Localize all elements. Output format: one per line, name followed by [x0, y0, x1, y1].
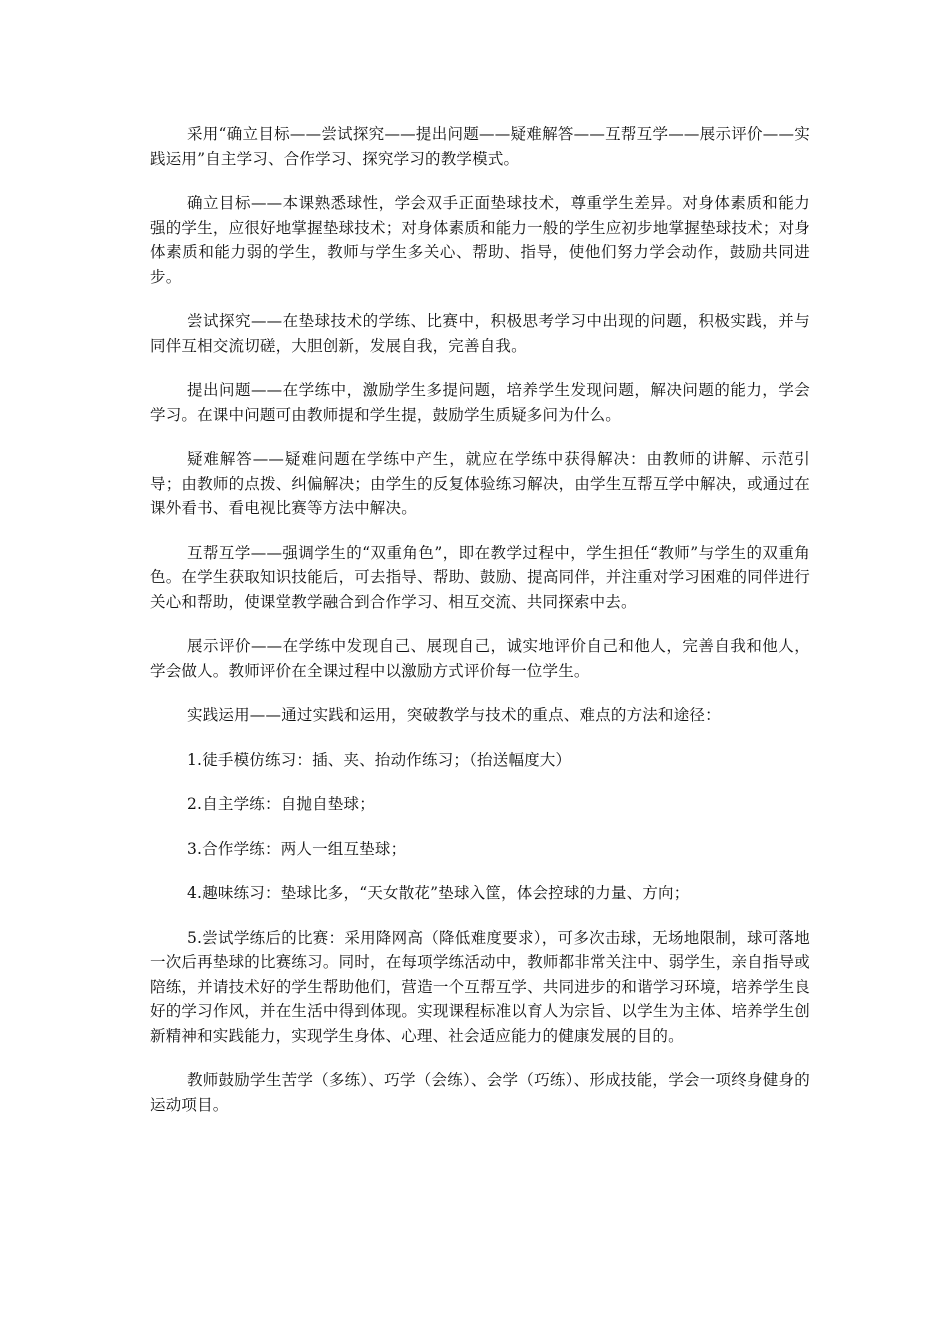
- paragraph-try-explore: 尝试探究——在垫球技术的学练、比赛中，积极思考学习中出现的问题，积极实践，并与同伴互相交流切磋，大胆创新，发展自我，完善自我。: [150, 312, 810, 355]
- list-item-2: 2.自主学练：自抛自垫球；: [187, 795, 375, 813]
- list-item-3: 3.合作学练：两人一组互垫球；: [187, 839, 407, 858]
- paragraph-teaching-mode: 采用“确立目标——尝试探究——提出问题——疑难解答——互帮互学——展示评价——实践运用”自主学习、合作学习、探究学习的教学模式。: [150, 125, 810, 168]
- list-item-1: 1.徒手模仿练习：插、夹、抬动作练习；（抬送幅度大）: [187, 750, 572, 769]
- document-page: [150, 122, 810, 1137]
- paragraph-practice-apply: 实践运用——通过实践和运用，突破教学与技术的重点、难点的方法和途径：: [187, 706, 721, 724]
- list-item-4: 4.趣味练习：垫球比多，“天女散花”垫球入筐，体会控球的力量、方向；: [187, 884, 690, 902]
- list-item-5: 5.尝试学练后的比赛：采用降网高（降低难度要求），可多次击球，无场地限制，球可落地一次后再垫球的比赛练习。同时，在每项学练活动中，教师都非常关注中、弱学生，亲自指导或陪练，并请技术好的学生帮助他们，营造一个互帮互学、共同进步的和谐学习环境，培养学生良好的学习作风，并在生活中得到体现。实现课程标准以育人为宗旨、以学生为主体、培养学生创新精神和实践能力，实现学生身体、心理、社会适应能力的健康发展的目的。: [150, 928, 810, 1045]
- paragraph-conclusion: 教师鼓励学生苦学（多练）、巧学（会练）、会学（巧练）、形成技能，学会一项终身健身的运动项目。: [150, 1071, 810, 1114]
- paragraph-show-evaluate: 展示评价——在学练中发现自己、展现自己，诚实地评价自己和他人，完善自我和他人，学会做人。教师评价在全课过程中以激励方式评价每一位学生。: [150, 637, 810, 680]
- paragraph-answer-difficulties: 疑难解答——疑难问题在学练中产生，就应在学练中获得解决：由教师的讲解、示范引导；由教师的点拨、纠偏解决；由学生的反复体验练习解决，由学生互帮互学中解决，或通过在课外看书、看电视比赛等方法中解决。: [150, 450, 810, 517]
- paragraph-set-goals: 确立目标——本课熟悉球性，学会双手正面垫球技术，尊重学生差异。对身体素质和能力强的学生，应很好地掌握垫球技术；对身体素质和能力一般的学生应初步地掌握垫球技术；对身体素质和能力弱的学生，教师与学生多关心、帮助、指导，使他们努力学会动作，鼓励共同进步。: [150, 194, 810, 286]
- paragraph-mutual-help: 互帮互学——强调学生的“双重角色”，即在教学过程中，学生担任“教师”与学生的双重角色。在学生获取知识技能后，可去指导、帮助、鼓励、提高同伴，并注重对学习困难的同伴进行关心和帮助，使课堂教学融合到合作学习、相互交流、共同探索中去。: [150, 543, 810, 611]
- paragraph-raise-questions: 提出问题——在学练中，激励学生多提问题，培养学生发现问题，解决问题的能力，学会学习。在课中问题可由教师提和学生提，鼓励学生质疑多问为什么。: [150, 381, 810, 424]
